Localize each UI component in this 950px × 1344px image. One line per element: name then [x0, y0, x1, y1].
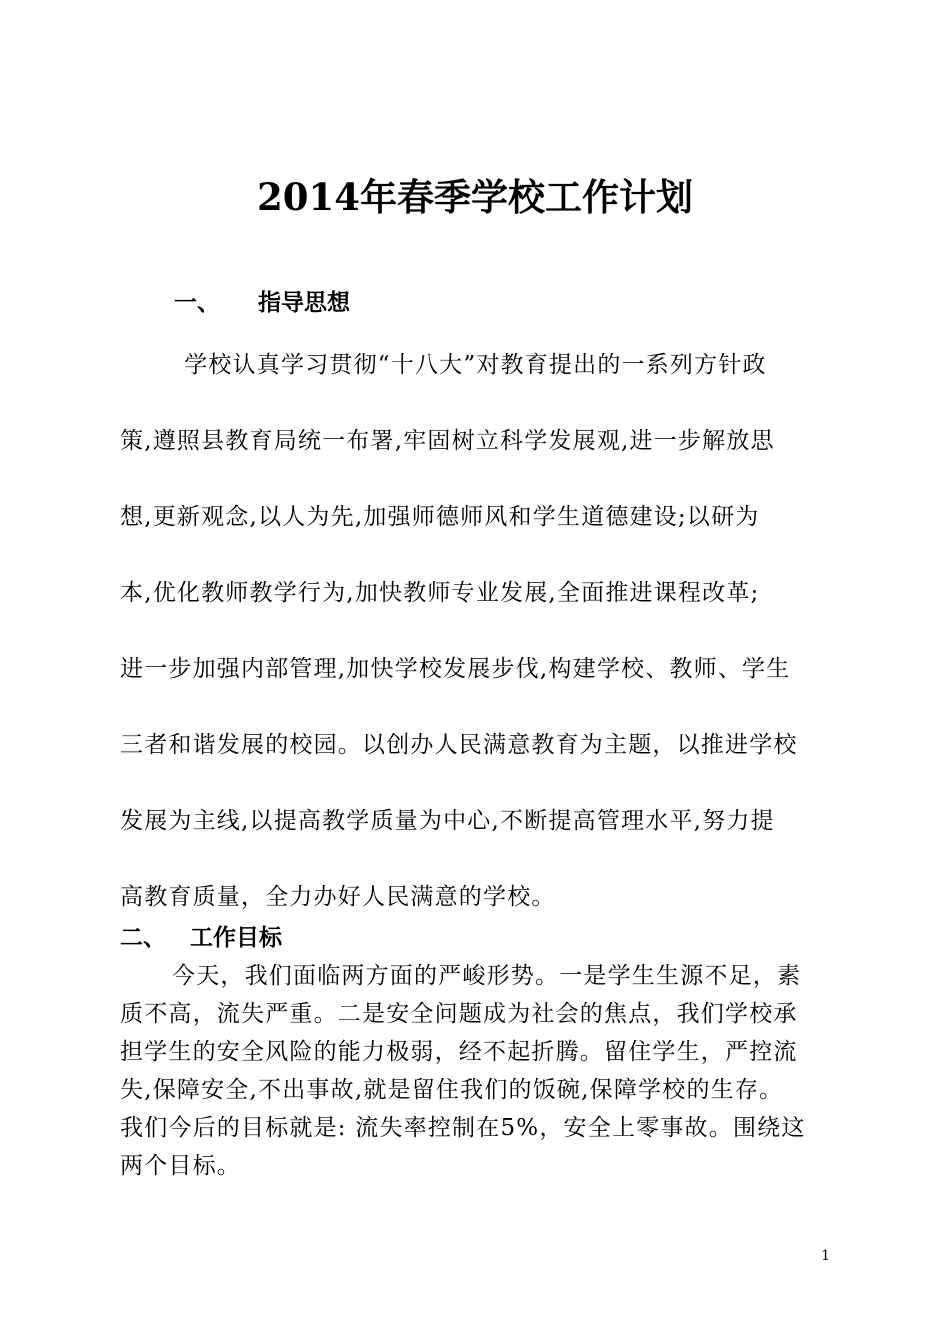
section-heading-text: 指导思想: [258, 289, 350, 316]
paragraph-line: 策,遵照县教育局统一布署,牢固树立科学发展观,进一步解放思: [120, 428, 775, 454]
paragraph-line: 担学生的安全风险的能力极弱，经不起折腾。留住学生，严控流: [120, 1039, 798, 1065]
paragraph-line: 发展为主线,以提高教学质量为中心,不断提高管理水平,努力提: [120, 808, 775, 834]
section-body-work-goals: [120, 957, 840, 1185]
section-body-guiding-ideology: [120, 345, 830, 953]
paragraph-line: 学校认真学习贯彻“十八大”对教育提出的一系列方针政: [160, 352, 767, 378]
page-number: 1: [821, 1248, 830, 1264]
paragraph-line: 高教育质量，全力办好人民满意的学校。: [120, 884, 556, 910]
section-heading-guiding-ideology: [174, 286, 350, 320]
paragraph-line: 两个目标。: [120, 1153, 241, 1179]
section-heading-text: 工作目标: [190, 924, 282, 951]
section-number: 一、: [174, 289, 220, 316]
paragraph-line: 想,更新观念,以人为先,加强师德师风和学生道德建设;以研为: [120, 504, 760, 530]
section-number: 二、: [120, 924, 166, 951]
paragraph-line: 三者和谐发展的校园。以创办人民满意教育为主题，以推进学校: [120, 732, 798, 758]
paragraph-line: 本,优化教师教学行为,加快教师专业发展,全面推进课程改革;: [120, 580, 760, 606]
paragraph-line: 我们今后的目标就是: 流失率控制在5%，安全上零事故。围绕这: [120, 1115, 806, 1141]
paragraph-line: 失,保障安全,不出事故,就是留住我们的饭碗,保障学校的生存。: [120, 1077, 784, 1103]
paragraph-line: 进一步加强内部管理,加快学校发展步伐,构建学校、教师、学生: [120, 656, 791, 682]
paragraph-line: 质不高，流失严重。二是安全问题成为社会的焦点，我们学校承: [120, 1001, 798, 1027]
paragraph-line: 今天，我们面临两方面的严峻形势。一是学生生源不足，素: [172, 963, 802, 989]
section-heading-work-goals: [120, 921, 282, 955]
document-title: 2014年春季学校工作计划: [257, 175, 693, 219]
